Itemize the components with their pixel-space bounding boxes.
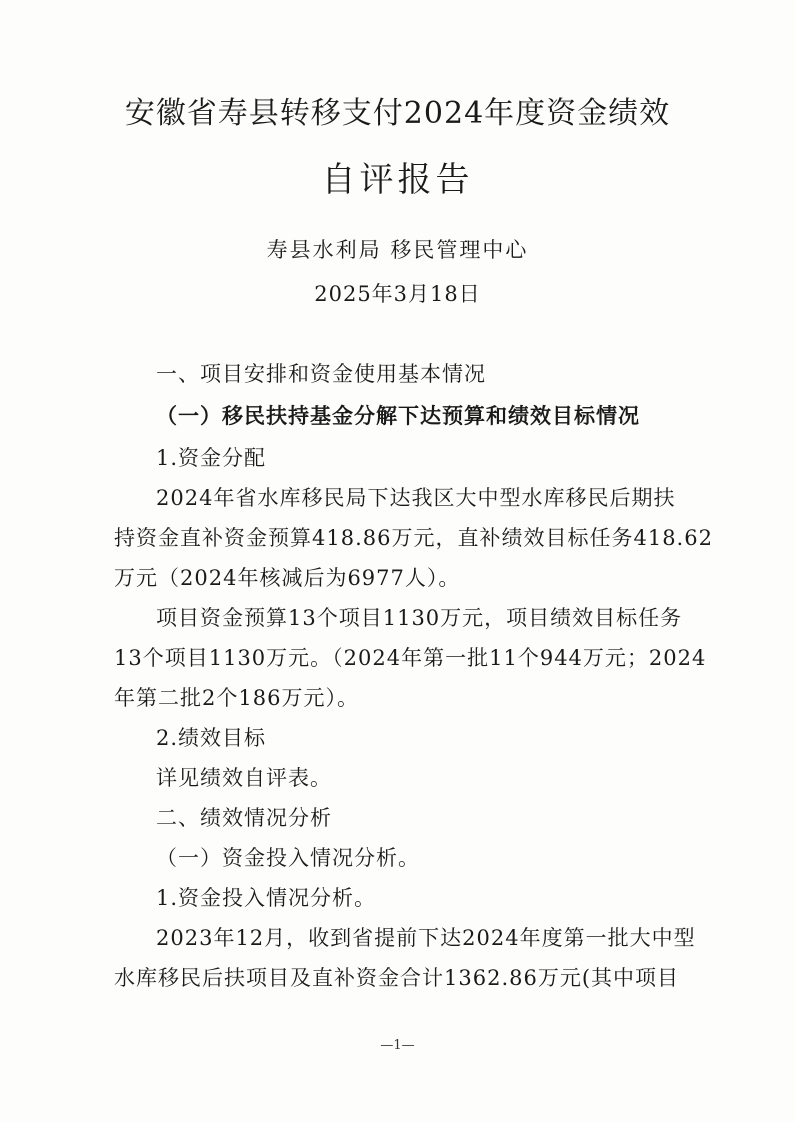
paragraph-3-line-1: 2023年12月，收到省提前下达2024年度第一批大中型 (156, 926, 696, 950)
report-title-line2: 自评报告 (321, 160, 474, 200)
report-title-line1: 安徽省寿县转移支付2024年度资金绩效 (124, 96, 671, 131)
section-2-heading: 二、绩效情况分析 (156, 806, 332, 830)
report-date: 2025年3月18日 (314, 282, 481, 306)
paragraph-1-line-3: 万元（2024年核减后为6977人）。 (114, 566, 461, 590)
section-1-subheading-1: （一）移民扶持基金分解下达预算和绩效目标情况 (156, 404, 640, 428)
item-2-text: 详见绩效自评表。 (156, 766, 332, 790)
paragraph-2-line-3: 年第二批2个186万元）。 (114, 686, 359, 710)
paragraph-3-line-2: 水库移民后扶项目及直补资金合计1362.86万元(其中项目 (114, 966, 680, 990)
page-number: —1— (380, 1038, 415, 1053)
section-2-item-1-heading: 1.资金投入情况分析。 (156, 886, 377, 910)
section-1-heading: 一、项目安排和资金使用基本情况 (156, 362, 486, 386)
item-2-heading: 2.绩效目标 (156, 726, 267, 750)
paragraph-2-line-2: 13个项目1130万元。（2024年第一批11个944万元；2024 (114, 646, 707, 670)
item-1-heading: 1.资金分配 (156, 446, 267, 470)
section-2-subheading-1: （一）资金投入情况分析。 (156, 846, 420, 870)
paragraph-1-line-2: 持资金直补资金预算418.86万元，直补绩效目标任务418.62 (114, 526, 713, 550)
report-author: 寿县水利局 移民管理中心 (266, 238, 529, 262)
paragraph-2-line-1: 项目资金预算13个项目1130万元，项目绩效目标任务 (156, 606, 683, 630)
paragraph-1-line-1: 2024年省水库移民局下达我区大中型水库移民后期扶 (156, 486, 676, 510)
